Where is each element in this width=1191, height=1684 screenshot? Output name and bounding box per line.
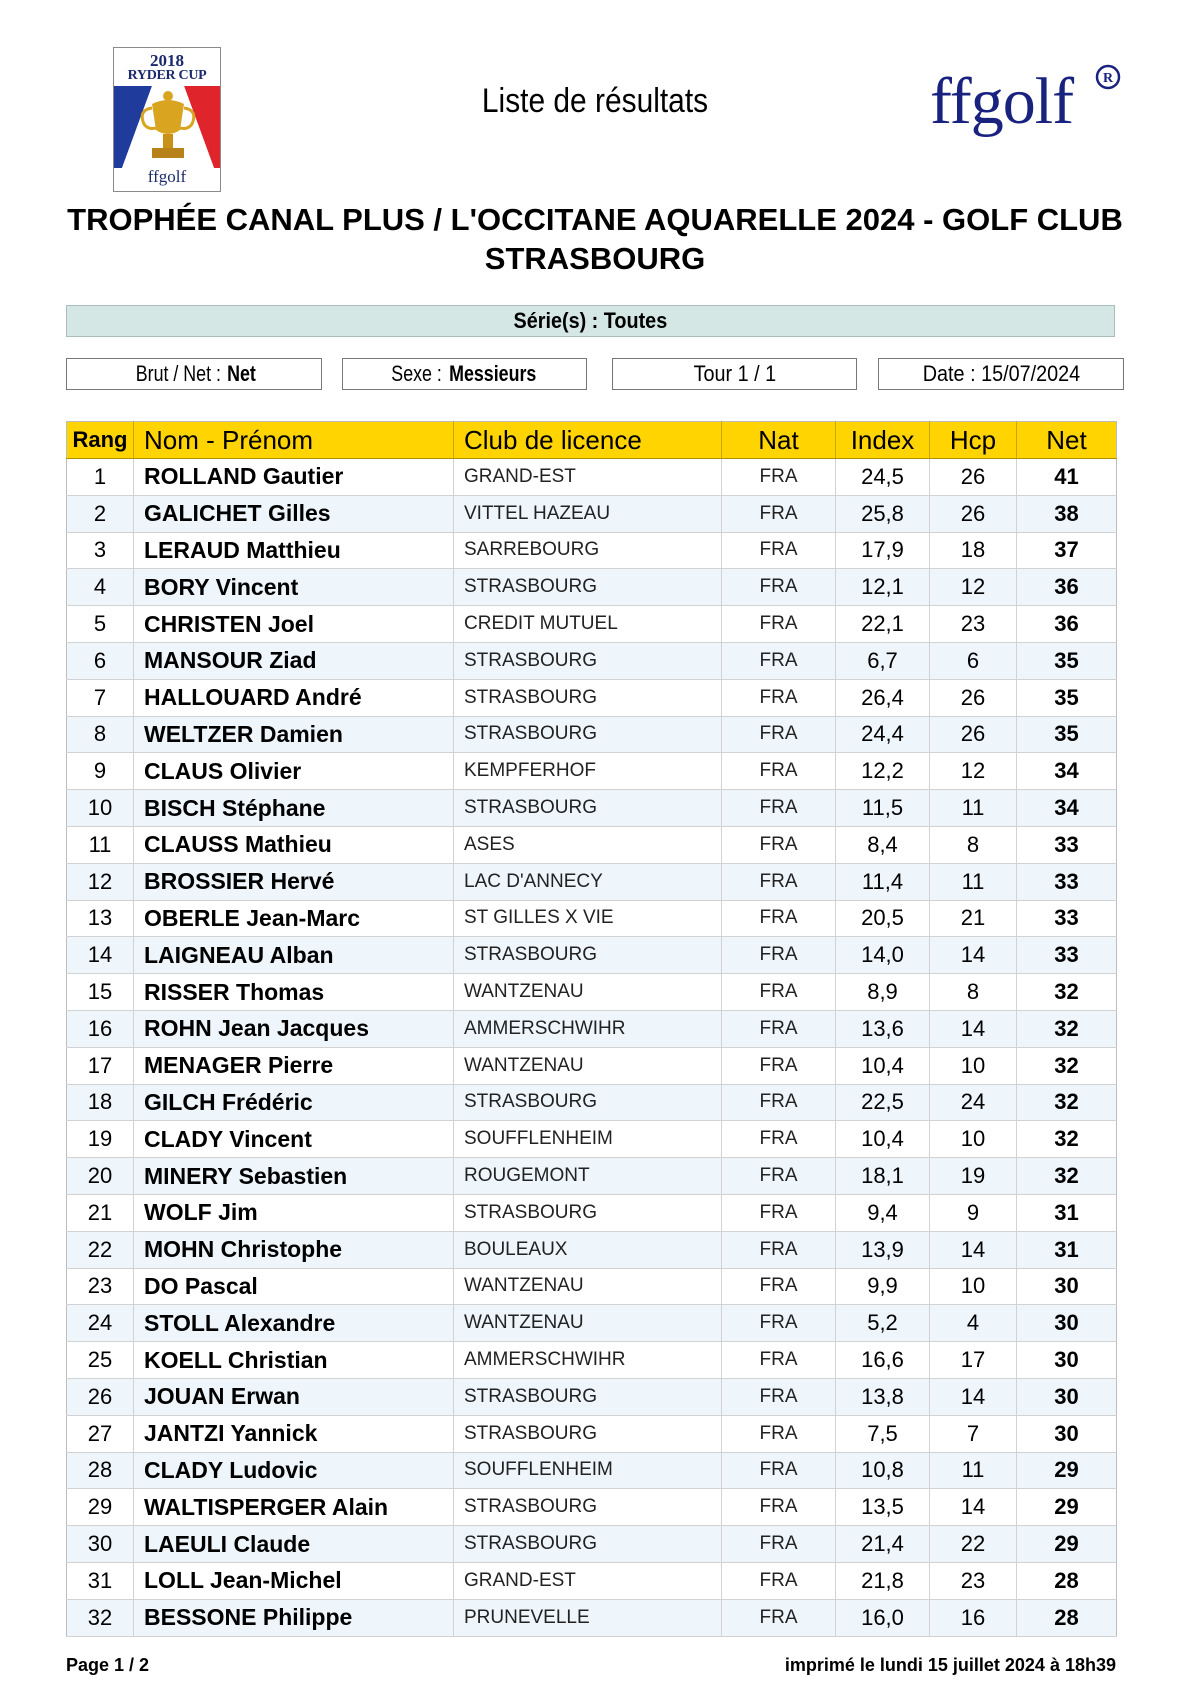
cell-nat: FRA: [722, 937, 836, 974]
cell-nat: FRA: [722, 826, 836, 863]
cell-rang: 31: [67, 1562, 134, 1599]
cell-nom: CLAUSS Mathieu: [134, 826, 454, 863]
cell-nat: FRA: [722, 1194, 836, 1231]
cell-net: 32: [1017, 1084, 1117, 1121]
cell-nat: FRA: [722, 1047, 836, 1084]
cell-club: SOUFFLENHEIM: [454, 1121, 722, 1158]
cell-nom: MINERY Sebastien: [134, 1158, 454, 1195]
cell-index: 10,4: [836, 1047, 930, 1084]
cell-nom: WELTZER Damien: [134, 716, 454, 753]
cell-net: 36: [1017, 569, 1117, 606]
cell-net: 35: [1017, 679, 1117, 716]
cell-index: 13,9: [836, 1231, 930, 1268]
cell-nom: LERAUD Matthieu: [134, 532, 454, 569]
logo-ffgolf-small: ffgolf: [147, 167, 187, 186]
cell-nat: FRA: [722, 569, 836, 606]
cell-net: 35: [1017, 642, 1117, 679]
header-nom: Nom - Prénom: [134, 422, 454, 459]
cell-rang: 7: [67, 679, 134, 716]
cell-net: 38: [1017, 495, 1117, 532]
cell-hcp: 12: [930, 569, 1017, 606]
cell-rang: 15: [67, 974, 134, 1011]
cell-index: 22,1: [836, 606, 930, 643]
table-row: [67, 1268, 1117, 1305]
cell-net: 33: [1017, 863, 1117, 900]
cell-nom: BISCH Stéphane: [134, 790, 454, 827]
cell-index: 17,9: [836, 532, 930, 569]
cell-club: STRASBOURG: [454, 1084, 722, 1121]
cell-net: 29: [1017, 1489, 1117, 1526]
cell-rang: 24: [67, 1305, 134, 1342]
serie-bar: [66, 305, 1115, 337]
cell-net: 37: [1017, 532, 1117, 569]
table-row: [67, 1084, 1117, 1121]
cell-nom: ROLLAND Gautier: [134, 459, 454, 496]
cell-nat: FRA: [722, 1562, 836, 1599]
cell-club: WANTZENAU: [454, 1268, 722, 1305]
table-row: [67, 1158, 1117, 1195]
filter-brut-net: [66, 358, 322, 390]
svg-text:R: R: [1102, 71, 1114, 86]
cell-nom: GALICHET Gilles: [134, 495, 454, 532]
cell-nat: FRA: [722, 1342, 836, 1379]
cell-rang: 12: [67, 863, 134, 900]
cell-index: 16,6: [836, 1342, 930, 1379]
cell-hcp: 10: [930, 1047, 1017, 1084]
cell-club: GRAND-EST: [454, 459, 722, 496]
cell-club: CREDIT MUTUEL: [454, 606, 722, 643]
cell-nom: GILCH Frédéric: [134, 1084, 454, 1121]
cell-nom: MENAGER Pierre: [134, 1047, 454, 1084]
cell-index: 26,4: [836, 679, 930, 716]
cell-index: 9,9: [836, 1268, 930, 1305]
cell-index: 25,8: [836, 495, 930, 532]
table-row: [67, 1415, 1117, 1452]
cell-club: WANTZENAU: [454, 1305, 722, 1342]
cell-rang: 11: [67, 826, 134, 863]
cell-club: BOULEAUX: [454, 1231, 722, 1268]
cell-club: STRASBOURG: [454, 1415, 722, 1452]
cell-index: 6,7: [836, 642, 930, 679]
cell-nat: FRA: [722, 459, 836, 496]
table-row: [67, 900, 1117, 937]
cell-nom: LOLL Jean-Michel: [134, 1562, 454, 1599]
cell-index: 10,8: [836, 1452, 930, 1489]
cell-club: GRAND-EST: [454, 1562, 722, 1599]
table-row: [67, 459, 1117, 496]
cell-hcp: 14: [930, 1231, 1017, 1268]
cell-nom: BROSSIER Hervé: [134, 863, 454, 900]
cell-nom: CHRISTEN Joel: [134, 606, 454, 643]
cell-nat: FRA: [722, 753, 836, 790]
cell-nat: FRA: [722, 532, 836, 569]
cell-hcp: 9: [930, 1194, 1017, 1231]
cell-rang: 5: [67, 606, 134, 643]
cell-nom: CLADY Vincent: [134, 1121, 454, 1158]
event-title: TROPHÉE CANAL PLUS / L'OCCITANE AQUARELLE 2024 - GOLF CLUB STRASBOURG: [67, 202, 1123, 276]
header-hcp: Hcp: [930, 422, 1017, 459]
cell-rang: 16: [67, 1010, 134, 1047]
cell-hcp: 7: [930, 1415, 1017, 1452]
cell-hcp: 14: [930, 1378, 1017, 1415]
cell-club: VITTEL HAZEAU: [454, 495, 722, 532]
cell-rang: 1: [67, 459, 134, 496]
filter-date: [878, 358, 1124, 390]
table-row: [67, 1452, 1117, 1489]
cell-nat: FRA: [722, 1121, 836, 1158]
cell-nom: STOLL Alexandre: [134, 1305, 454, 1342]
cell-index: 13,6: [836, 1010, 930, 1047]
cell-hcp: 6: [930, 642, 1017, 679]
cell-hcp: 14: [930, 1010, 1017, 1047]
cell-rang: 9: [67, 753, 134, 790]
cell-rang: 26: [67, 1378, 134, 1415]
cell-club: STRASBOURG: [454, 790, 722, 827]
cell-net: 28: [1017, 1562, 1117, 1599]
cell-net: 32: [1017, 974, 1117, 1011]
header-club: Club de licence: [454, 422, 722, 459]
table-row: [67, 974, 1117, 1011]
cell-index: 13,5: [836, 1489, 930, 1526]
cell-hcp: 26: [930, 679, 1017, 716]
cell-hcp: 22: [930, 1526, 1017, 1563]
table-row: [67, 1378, 1117, 1415]
cell-net: 32: [1017, 1047, 1117, 1084]
cell-net: 32: [1017, 1158, 1117, 1195]
cell-nom: LAIGNEAU Alban: [134, 937, 454, 974]
cell-hcp: 19: [930, 1158, 1017, 1195]
tour-text: Tour 1 / 1: [693, 361, 776, 386]
cell-net: 29: [1017, 1526, 1117, 1563]
cell-net: 41: [1017, 459, 1117, 496]
cell-club: ST GILLES X VIE: [454, 900, 722, 937]
table-row: [67, 937, 1117, 974]
ffgolf-wordmark: ffgolf: [930, 65, 1074, 138]
cell-nat: FRA: [722, 1010, 836, 1047]
cell-net: 32: [1017, 1121, 1117, 1158]
cell-hcp: 26: [930, 459, 1017, 496]
cell-nom: JANTZI Yannick: [134, 1415, 454, 1452]
cell-index: 7,5: [836, 1415, 930, 1452]
cell-nom: BORY Vincent: [134, 569, 454, 606]
table-row: [67, 716, 1117, 753]
cell-club: SOUFFLENHEIM: [454, 1452, 722, 1489]
cell-net: 28: [1017, 1599, 1117, 1636]
cell-nat: FRA: [722, 863, 836, 900]
serie-text: Série(s) : Toutes: [513, 308, 668, 333]
table-row: [67, 790, 1117, 827]
cell-nat: FRA: [722, 1158, 836, 1195]
cell-index: 10,4: [836, 1121, 930, 1158]
cell-index: 13,8: [836, 1378, 930, 1415]
cell-net: 31: [1017, 1231, 1117, 1268]
cell-net: 33: [1017, 937, 1117, 974]
cell-nom: MOHN Christophe: [134, 1231, 454, 1268]
cell-index: 9,4: [836, 1194, 930, 1231]
cell-nom: WALTISPERGER Alain: [134, 1489, 454, 1526]
cell-net: 32: [1017, 1010, 1117, 1047]
ffgolf-logo: [930, 62, 1130, 152]
cell-nat: FRA: [722, 900, 836, 937]
cell-club: ROUGEMONT: [454, 1158, 722, 1195]
cell-net: 36: [1017, 606, 1117, 643]
results-body: [67, 459, 1117, 1637]
cell-nat: FRA: [722, 1231, 836, 1268]
table-row: [67, 1194, 1117, 1231]
cell-net: 29: [1017, 1452, 1117, 1489]
cell-rang: 22: [67, 1231, 134, 1268]
cell-index: 11,5: [836, 790, 930, 827]
cell-rang: 14: [67, 937, 134, 974]
table-row: [67, 1305, 1117, 1342]
table-row: [67, 532, 1117, 569]
cell-rang: 10: [67, 790, 134, 827]
cell-club: STRASBOURG: [454, 1194, 722, 1231]
brut-net-label: Brut / Net :: [135, 361, 221, 386]
cell-net: 35: [1017, 716, 1117, 753]
table-row: [67, 495, 1117, 532]
cell-club: PRUNEVELLE: [454, 1599, 722, 1636]
cell-nat: FRA: [722, 1268, 836, 1305]
cell-hcp: 16: [930, 1599, 1017, 1636]
cell-nat: FRA: [722, 1084, 836, 1121]
cell-nom: WOLF Jim: [134, 1194, 454, 1231]
cell-club: STRASBOURG: [454, 1378, 722, 1415]
cell-hcp: 26: [930, 716, 1017, 753]
cell-club: SARREBOURG: [454, 532, 722, 569]
table-row: [67, 1342, 1117, 1379]
cell-net: 30: [1017, 1268, 1117, 1305]
cell-nom: DO Pascal: [134, 1268, 454, 1305]
cell-nom: HALLOUARD André: [134, 679, 454, 716]
cell-net: 30: [1017, 1415, 1117, 1452]
cell-nom: CLADY Ludovic: [134, 1452, 454, 1489]
cell-hcp: 8: [930, 974, 1017, 1011]
cell-hcp: 23: [930, 606, 1017, 643]
results-table: [66, 421, 1117, 1637]
cell-rang: 13: [67, 900, 134, 937]
table-row: [67, 826, 1117, 863]
sexe-value: Messieurs: [448, 361, 537, 386]
cell-rang: 23: [67, 1268, 134, 1305]
cell-club: STRASBOURG: [454, 1526, 722, 1563]
cell-nat: FRA: [722, 974, 836, 1011]
cell-club: STRASBOURG: [454, 642, 722, 679]
header-rang: Rang: [67, 422, 134, 459]
cell-net: 30: [1017, 1305, 1117, 1342]
cell-rang: 8: [67, 716, 134, 753]
table-row: [67, 863, 1117, 900]
cell-index: 21,8: [836, 1562, 930, 1599]
cell-index: 8,9: [836, 974, 930, 1011]
cell-nom: LAEULI Claude: [134, 1526, 454, 1563]
logo-ryder-cup-text: RYDER CUP: [127, 68, 207, 83]
cell-rang: 21: [67, 1194, 134, 1231]
cell-hcp: 8: [930, 826, 1017, 863]
cell-club: AMMERSCHWIHR: [454, 1010, 722, 1047]
cell-hcp: 14: [930, 937, 1017, 974]
cell-nom: MANSOUR Ziad: [134, 642, 454, 679]
cell-nom: OBERLE Jean-Marc: [134, 900, 454, 937]
cell-net: 33: [1017, 900, 1117, 937]
cell-club: ASES: [454, 826, 722, 863]
cell-net: 34: [1017, 753, 1117, 790]
sexe-label: Sexe :: [390, 361, 442, 386]
logo-year: 2018: [150, 51, 184, 70]
table-row: [67, 642, 1117, 679]
registered-icon: [1095, 64, 1121, 90]
table-row: [67, 1526, 1117, 1563]
brut-net-value: Net: [226, 361, 256, 386]
cell-rang: 6: [67, 642, 134, 679]
cell-rang: 25: [67, 1342, 134, 1379]
cell-hcp: 11: [930, 1452, 1017, 1489]
cell-hcp: 14: [930, 1489, 1017, 1526]
cell-index: 24,5: [836, 459, 930, 496]
cell-rang: 18: [67, 1084, 134, 1121]
cell-rang: 28: [67, 1452, 134, 1489]
cell-index: 22,5: [836, 1084, 930, 1121]
cell-rang: 30: [67, 1526, 134, 1563]
page-title: Liste de résultats: [481, 82, 709, 120]
cell-index: 11,4: [836, 863, 930, 900]
cell-nat: FRA: [722, 679, 836, 716]
cell-net: 30: [1017, 1342, 1117, 1379]
cell-net: 31: [1017, 1194, 1117, 1231]
cell-rang: 2: [67, 495, 134, 532]
table-row: [67, 1231, 1117, 1268]
cell-club: STRASBOURG: [454, 679, 722, 716]
cell-rang: 32: [67, 1599, 134, 1636]
cell-nat: FRA: [722, 1452, 836, 1489]
cell-club: STRASBOURG: [454, 716, 722, 753]
cell-net: 33: [1017, 826, 1117, 863]
cell-net: 34: [1017, 790, 1117, 827]
cell-rang: 17: [67, 1047, 134, 1084]
cell-club: STRASBOURG: [454, 569, 722, 606]
cell-nat: FRA: [722, 716, 836, 753]
cell-index: 14,0: [836, 937, 930, 974]
date-text: Date : 15/07/2024: [922, 361, 1080, 386]
cell-club: WANTZENAU: [454, 1047, 722, 1084]
cell-club: STRASBOURG: [454, 937, 722, 974]
table-row: [67, 1489, 1117, 1526]
cell-nat: FRA: [722, 1305, 836, 1342]
cell-index: 12,1: [836, 569, 930, 606]
table-row: [67, 753, 1117, 790]
cell-hcp: 17: [930, 1342, 1017, 1379]
cell-rang: 20: [67, 1158, 134, 1195]
cell-club: KEMPFERHOF: [454, 753, 722, 790]
cell-hcp: 12: [930, 753, 1017, 790]
cell-hcp: 26: [930, 495, 1017, 532]
cell-nom: CLAUS Olivier: [134, 753, 454, 790]
footer-print-date: imprimé le lundi 15 juillet 2024 à 18h39: [784, 1655, 1116, 1675]
cell-nom: BESSONE Philippe: [134, 1599, 454, 1636]
table-row: [67, 1047, 1117, 1084]
cell-nat: FRA: [722, 495, 836, 532]
cell-nat: FRA: [722, 1599, 836, 1636]
table-row: [67, 1010, 1117, 1047]
footer-page-number: Page 1 / 2: [66, 1655, 150, 1675]
cell-nat: FRA: [722, 1489, 836, 1526]
cell-nat: FRA: [722, 606, 836, 643]
table-row: [67, 569, 1117, 606]
cell-index: 16,0: [836, 1599, 930, 1636]
cell-rang: 3: [67, 532, 134, 569]
cell-hcp: 24: [930, 1084, 1017, 1121]
header-net: Net: [1017, 422, 1117, 459]
cell-nom: ROHN Jean Jacques: [134, 1010, 454, 1047]
header-nat: Nat: [722, 422, 836, 459]
cell-hcp: 10: [930, 1268, 1017, 1305]
cell-club: STRASBOURG: [454, 1489, 722, 1526]
cell-hcp: 11: [930, 863, 1017, 900]
cell-nom: KOELL Christian: [134, 1342, 454, 1379]
cell-club: AMMERSCHWIHR: [454, 1342, 722, 1379]
cell-hcp: 4: [930, 1305, 1017, 1342]
filter-tour: [612, 358, 857, 390]
cell-rang: 29: [67, 1489, 134, 1526]
table-row: [67, 679, 1117, 716]
cell-hcp: 21: [930, 900, 1017, 937]
cell-nat: FRA: [722, 1378, 836, 1415]
cell-club: WANTZENAU: [454, 974, 722, 1011]
filter-sexe: [342, 358, 587, 390]
table-row: [67, 1599, 1117, 1636]
cell-index: 21,4: [836, 1526, 930, 1563]
cell-index: 5,2: [836, 1305, 930, 1342]
cell-rang: 27: [67, 1415, 134, 1452]
cell-hcp: 18: [930, 532, 1017, 569]
cell-index: 18,1: [836, 1158, 930, 1195]
trophy-icon: [114, 86, 221, 168]
cell-nom: JOUAN Erwan: [134, 1378, 454, 1415]
table-row: [67, 1121, 1117, 1158]
cell-nat: FRA: [722, 790, 836, 827]
cell-hcp: 10: [930, 1121, 1017, 1158]
table-row: [67, 1562, 1117, 1599]
cell-rang: 19: [67, 1121, 134, 1158]
cell-index: 20,5: [836, 900, 930, 937]
table-header-row: [67, 422, 1117, 459]
cell-rang: 4: [67, 569, 134, 606]
cell-index: 12,2: [836, 753, 930, 790]
cell-nat: FRA: [722, 642, 836, 679]
cell-index: 24,4: [836, 716, 930, 753]
cell-hcp: 23: [930, 1562, 1017, 1599]
cell-nat: FRA: [722, 1415, 836, 1452]
cell-club: LAC D'ANNECY: [454, 863, 722, 900]
cell-net: 30: [1017, 1378, 1117, 1415]
ryder-cup-logo: [113, 47, 221, 192]
cell-nom: RISSER Thomas: [134, 974, 454, 1011]
cell-nat: FRA: [722, 1526, 836, 1563]
table-row: [67, 606, 1117, 643]
cell-hcp: 11: [930, 790, 1017, 827]
header-index: Index: [836, 422, 930, 459]
cell-index: 8,4: [836, 826, 930, 863]
